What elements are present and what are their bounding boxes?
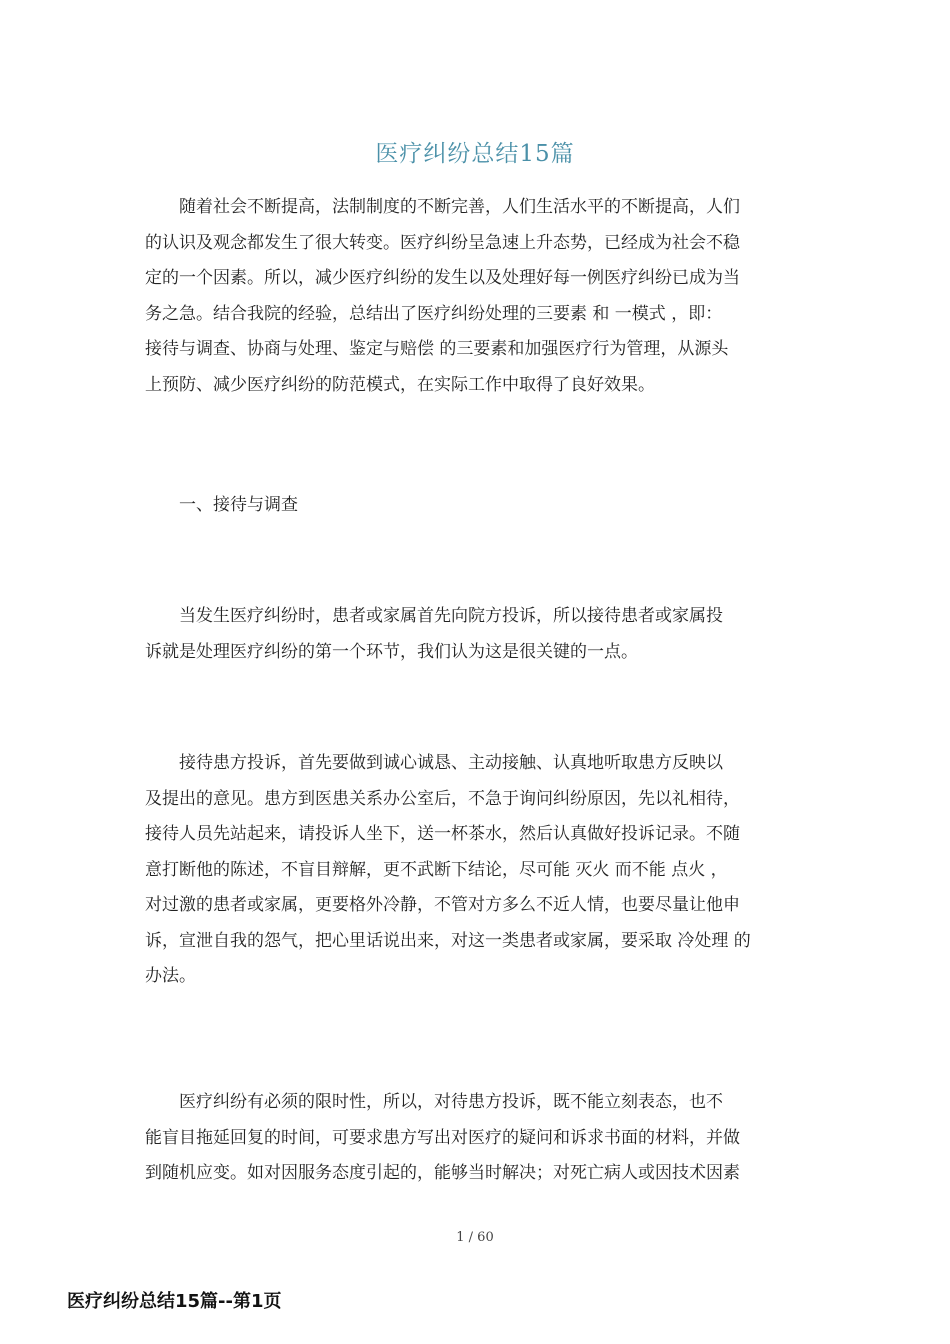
text-line: 的认识及观念都发生了很大转变。医疗纠纷呈急速上升态势，已经成为社会不稳 (145, 232, 740, 253)
page-number: 1 / 60 (456, 1230, 494, 1245)
text-line: 意打断他的陈述，不盲目辩解，更不武断下结论，尽可能 灭火 而不能 点火 ， (145, 859, 728, 880)
section-heading-text: 一、接待与调查 (179, 495, 298, 515)
paragraph-intro (145, 190, 817, 403)
paragraph-4 (145, 1085, 817, 1192)
text-line: 务之急。结合我院的经验，总结出了医疗纠纷处理的三要素 和 一模式 ，即： (145, 303, 723, 324)
text-line: 诉就是处理医疗纠纷的第一个环节，我们认为这是很关键的一点。 (145, 641, 638, 662)
text-line: 随着社会不断提高，法制制度的不断完善，人们生活水平的不断提高，人们 (179, 197, 740, 217)
paragraph-2 (145, 599, 817, 670)
text-line: 及提出的意见。患方到医患关系办公室后，不急于询问纠纷原因，先以礼相待， (145, 788, 740, 809)
text-line: 到随机应变。如对因服务态度引起的，能够当时解决；对死亡病人或因技术因素 (145, 1163, 740, 1183)
text-line: 办法。 (145, 966, 196, 986)
text-line: 接待人员先站起来，请投诉人坐下，送一杯茶水，然后认真做好投诉记录。不随 (145, 824, 740, 844)
paragraph-3 (145, 746, 817, 995)
text-line: 当发生医疗纠纷时，患者或家属首先向院方投诉，所以接待患者或家属投 (179, 606, 723, 626)
section-heading (145, 488, 817, 524)
text-line: 对过激的患者或家属，更要格外冷静，不管对方多么不近人情，也要尽量让他申 (145, 895, 740, 915)
text-line: 能盲目拖延回复的时间，可要求患方写出对医疗的疑问和诉求书面的材料，并做 (145, 1127, 740, 1148)
text-line: 定的一个因素。所以，减少医疗纠纷的发生以及处理好每一例医疗纠纷已成为当 (145, 268, 740, 288)
text-line: 诉，宣泄自我的怨气，把心里话说出来，对这一类患者或家属，要采取 冷处理 的 (145, 930, 751, 951)
footer-label: 医疗纠纷总结15篇--第1页 (67, 1291, 282, 1312)
text-line: 上预防、减少医疗纠纷的防范模式，在实际工作中取得了良好效果。 (145, 374, 655, 395)
text-line: 医疗纠纷有必须的限时性，所以，对待患方投诉，既不能立刻表态，也不 (179, 1092, 723, 1112)
text-line: 接待与调查、协商与处理、鉴定与赔偿 的三要素和加强医疗行为管理，从源头 (145, 339, 729, 359)
text-line: 接待患方投诉，首先要做到诚心诚恳、主动接触、认真地听取患方反映以 (179, 753, 723, 773)
document-title: 医疗纠纷总结15篇 (375, 141, 575, 167)
